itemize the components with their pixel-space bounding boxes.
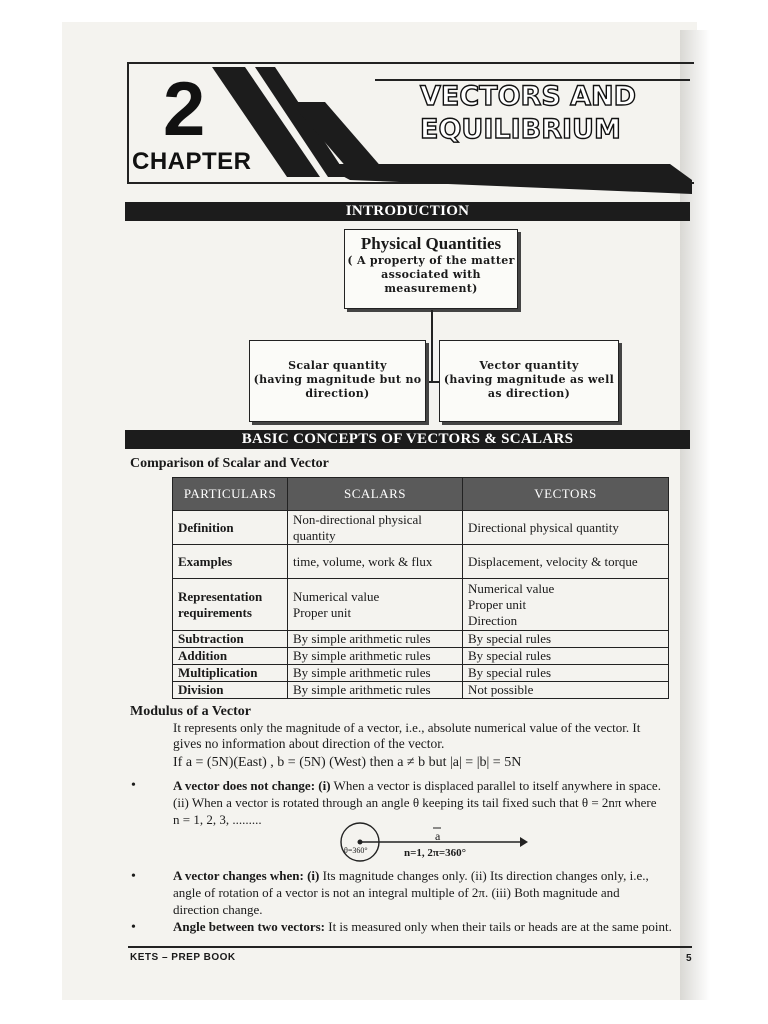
table-header: VECTORS <box>463 478 669 511</box>
table-row <box>173 648 669 665</box>
bullet2-bold: A vector changes when: (i) <box>173 868 320 883</box>
table-cell: By special rules <box>463 648 669 665</box>
chapter-number: 2 <box>163 67 206 152</box>
page-number: 5 <box>686 953 693 964</box>
diagram-caption: n=1, 2π=360° <box>404 847 467 859</box>
table-cell: Non-directional physical quantity <box>288 511 463 545</box>
table-cell: Subtraction <box>173 631 288 648</box>
bullet3-bold: Angle between two vectors: <box>173 919 325 934</box>
modulus-heading: Modulus of a Vector <box>130 704 251 719</box>
table-row <box>173 511 669 545</box>
table-row <box>173 545 669 579</box>
physical-quantities-line3: measurement) <box>384 282 478 295</box>
table-cell: By simple arithmetic rules <box>288 665 463 682</box>
table-cell: Numerical value Proper unit <box>288 579 463 631</box>
diagram-angle-label: θ=360° <box>344 846 368 855</box>
table-header: PARTICULARS <box>173 478 288 511</box>
bullet1-text: When a vector is displaced parallel to itself anywhere in space. <box>330 778 661 793</box>
bullet2-line1 <box>173 867 649 884</box>
comparison-heading: Comparison of Scalar and Vector <box>130 456 329 471</box>
footer-label: KETS – PREP BOOK <box>130 952 236 963</box>
scalar-line1: Scalar quantity <box>288 359 387 372</box>
diagram-vector-label: a <box>435 829 441 843</box>
table-cell: By special rules <box>463 631 669 648</box>
table-cell: Not possible <box>463 682 669 699</box>
table-header-row <box>173 478 669 511</box>
chapter-title-line2: EQUILIBRIUM <box>420 114 621 145</box>
physical-quantities-title: Physical Quantities <box>360 234 502 253</box>
bullet2-text: Its magnitude changes only. (ii) Its direction changes only, i.e., <box>319 868 649 883</box>
table-cell: Definition <box>173 511 288 545</box>
scalar-line3: direction) <box>305 387 370 400</box>
modulus-equation: If a = (5N)(East) , b = (5N) (West) then a ≠ b but |a| = |b| = 5N <box>173 755 522 770</box>
table-cell: Numerical value Proper unit Direction <box>463 579 669 631</box>
bullet1-line3: n = 1, 2, 3, ......... <box>173 812 262 827</box>
bullet-icon: • <box>131 920 136 935</box>
vector-line1: Vector quantity <box>479 359 579 372</box>
scalar-line2: (having magnitude but no <box>253 373 422 386</box>
physical-quantities-line2: associated with <box>381 268 481 281</box>
basic-concepts-bar: BASIC CONCEPTS OF VECTORS & SCALARS <box>125 430 690 449</box>
table-cell: By simple arithmetic rules <box>288 648 463 665</box>
bullet1-line1 <box>173 777 661 794</box>
bullet-icon: • <box>131 869 136 884</box>
comparison-table <box>172 477 669 699</box>
connector-vertical <box>431 310 433 382</box>
bullet1-line2: (ii) When a vector is rotated through an angle θ keeping its tail fixed such that θ = 2nπ where <box>173 795 657 810</box>
table-cell: time, volume, work & flux <box>288 545 463 579</box>
introduction-bar: INTRODUCTION <box>125 202 690 221</box>
bullet3-text: It is measured only when their tails or heads are at the same point. <box>324 919 672 934</box>
table-cell: By special rules <box>463 665 669 682</box>
bullet3-line1 <box>173 918 672 935</box>
table-cell: Representation requirements <box>173 579 288 631</box>
table-cell: Examples <box>173 545 288 579</box>
physical-quantities-line1: ( A property of the matter <box>347 254 515 267</box>
table-cell: Addition <box>173 648 288 665</box>
chapter-title <box>420 80 650 146</box>
bullet-icon: • <box>131 778 136 793</box>
table-header: SCALARS <box>288 478 463 511</box>
table-cell: Displacement, velocity & torque <box>463 545 669 579</box>
modulus-line2: gives no information about direction of the vector. <box>173 736 445 751</box>
table-cell: Directional physical quantity <box>463 511 669 545</box>
table-row <box>173 682 669 699</box>
vector-quantity-box <box>439 340 619 422</box>
table-cell: Multiplication <box>173 665 288 682</box>
modulus-line1: It represents only the magnitude of a vector, i.e., absolute numerical value of the vector. It <box>173 720 641 735</box>
table-row <box>173 631 669 648</box>
physical-quantities-box <box>344 229 518 309</box>
vector-line2: (having magnitude as well <box>443 373 615 386</box>
table-cell: Division <box>173 682 288 699</box>
chapter-title-line1: VECTORS AND <box>420 81 637 112</box>
footer-rule <box>128 946 692 948</box>
bullet2-line2: angle of rotation of a vector is not an integral multiple of 2π. (iii) Both magnitude and <box>173 885 620 900</box>
bullet2-line3: direction change. <box>173 902 263 917</box>
table-cell: By simple arithmetic rules <box>288 682 463 699</box>
chapter-label: CHAPTER <box>132 148 252 175</box>
scalar-quantity-box <box>249 340 426 422</box>
table-row <box>173 665 669 682</box>
bullet1-bold: A vector does not change: (i) <box>173 778 331 793</box>
connector-horizontal <box>424 381 440 383</box>
vector-line3: as direction) <box>487 387 571 400</box>
table-row <box>173 579 669 631</box>
table-cell: By simple arithmetic rules <box>288 631 463 648</box>
